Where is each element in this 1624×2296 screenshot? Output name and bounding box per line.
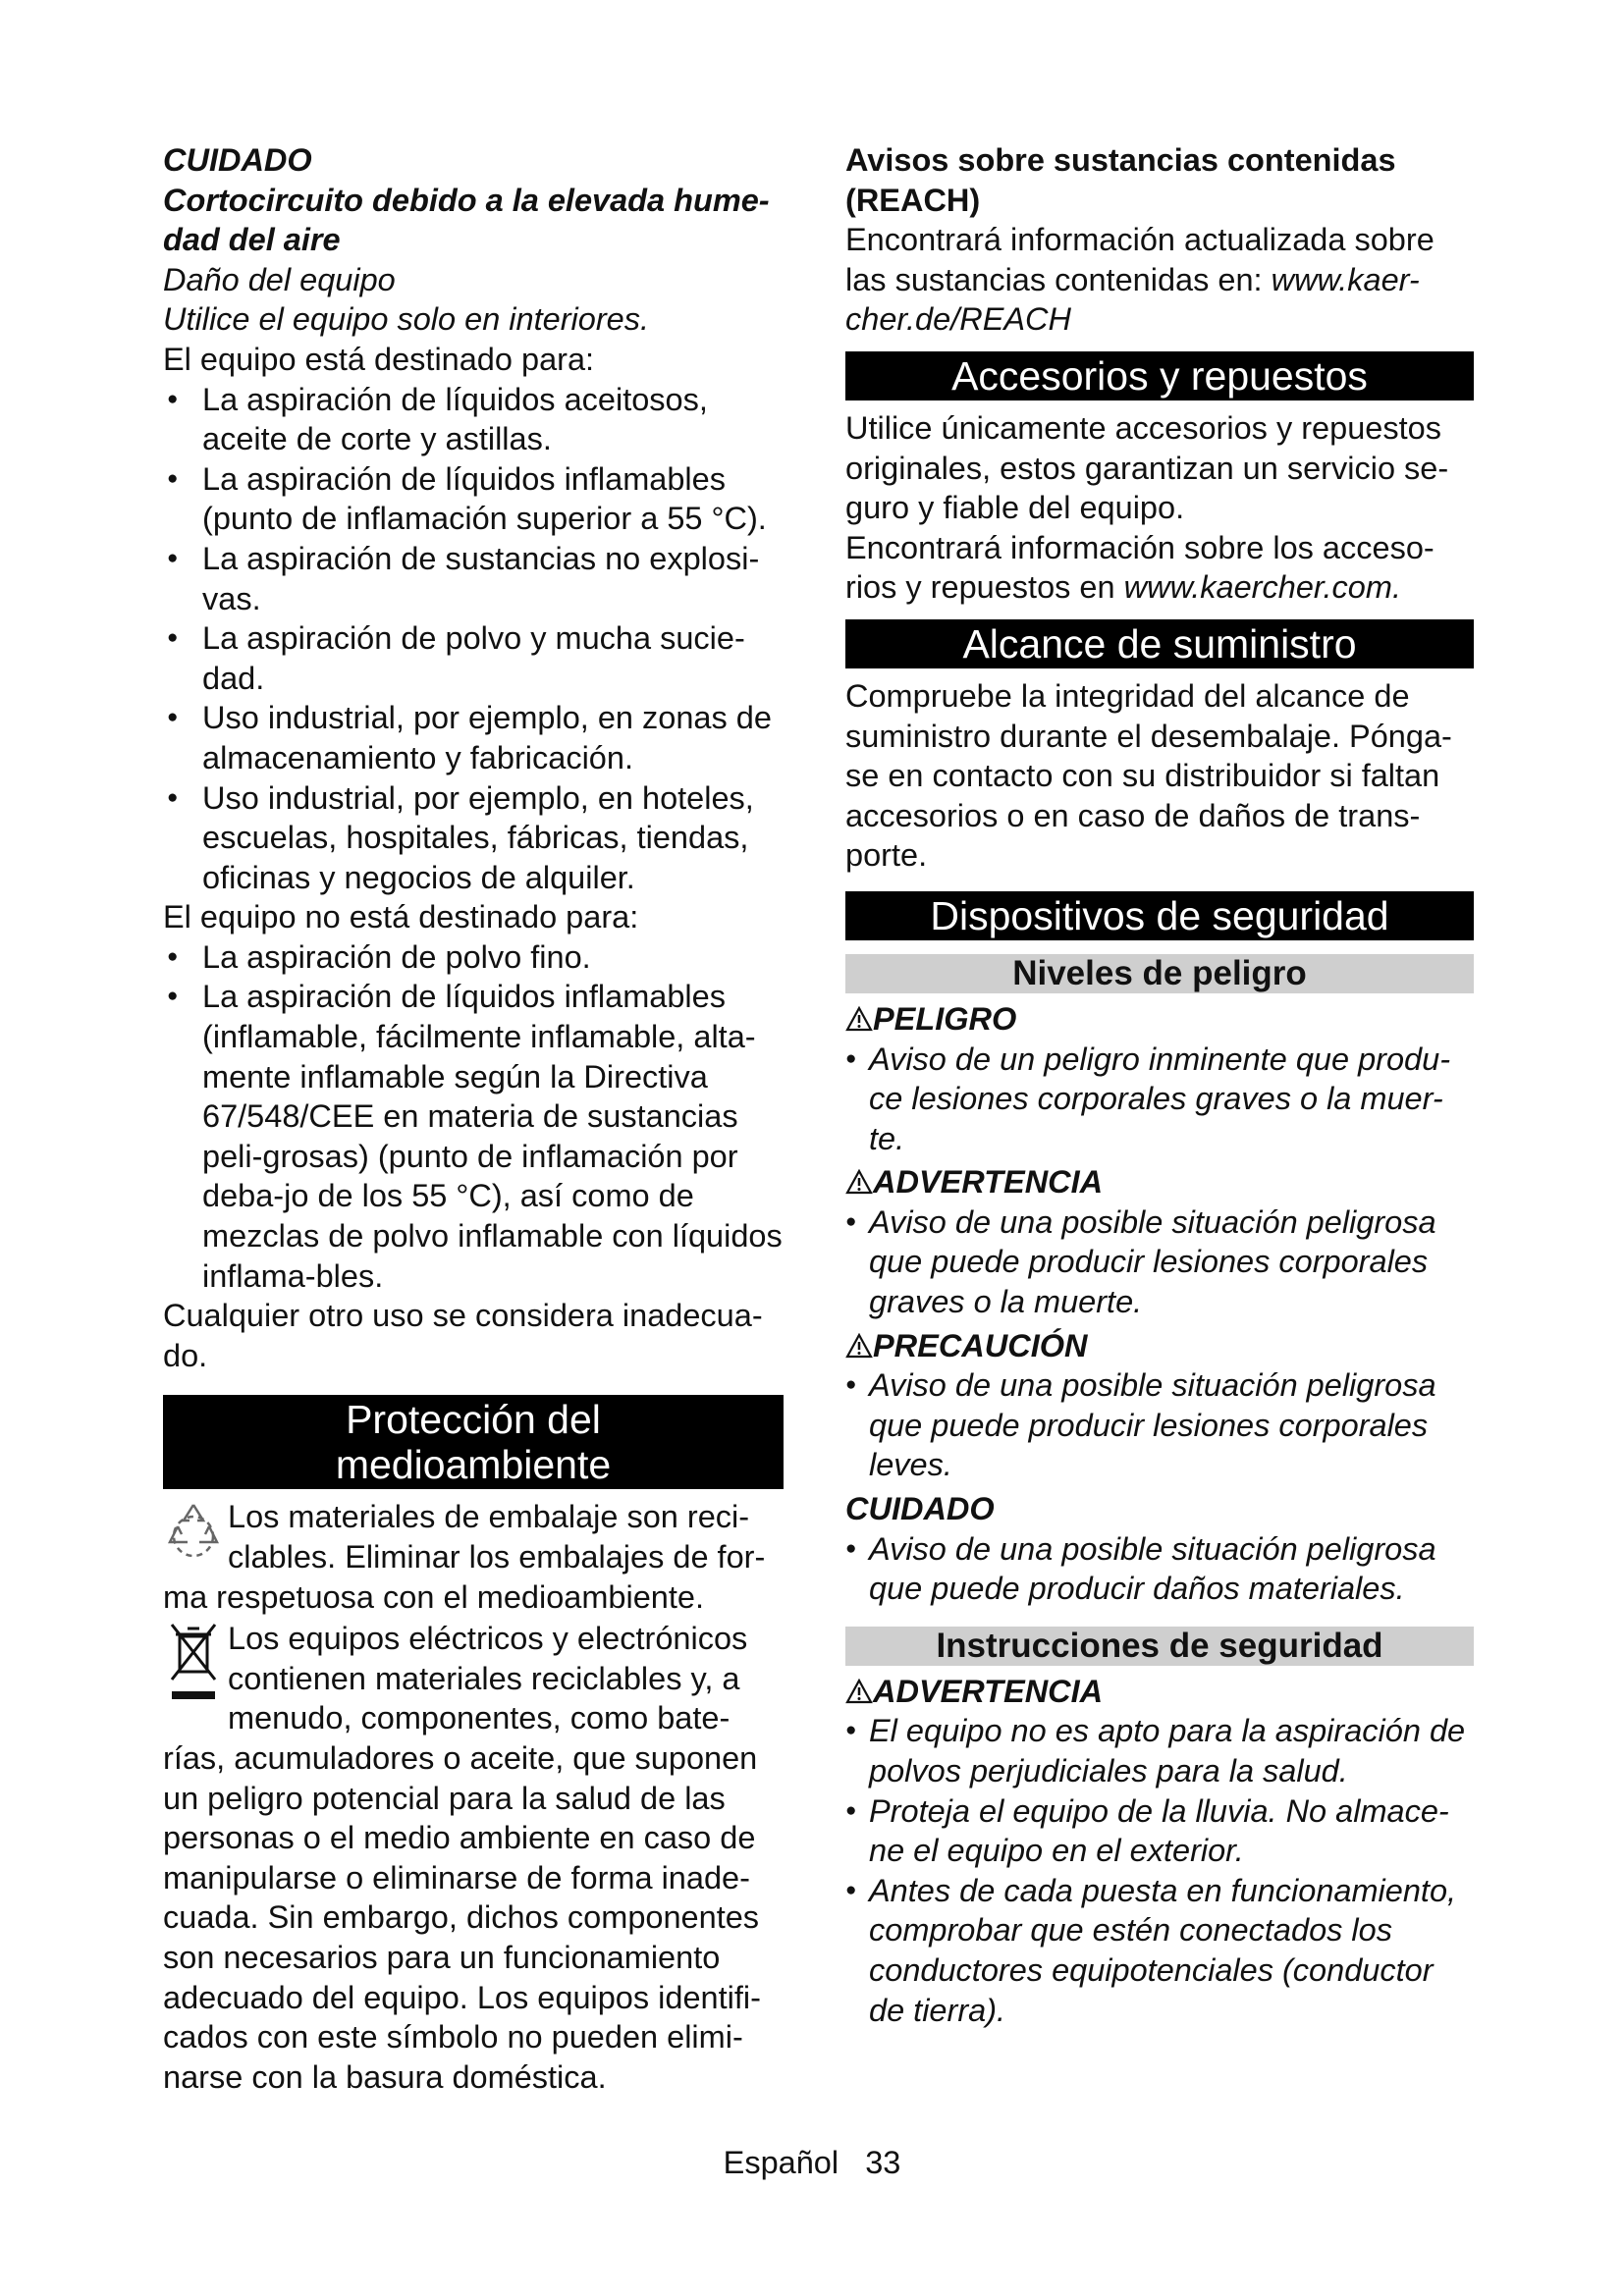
page-number: 33 — [865, 2145, 901, 2180]
list-item: ● Aviso de un peligro inminente que produ-ce lesiones corporales graves o la muer-te. — [845, 1040, 1474, 1159]
list-item: ● La aspiración de polvo fino. — [163, 937, 784, 978]
list-item: ● Uso industrial, por ejemplo, en hoteles, escuelas, hospitales, fábricas, tiendas, oficinas y negocios de alquiler. — [163, 778, 784, 898]
scope-text: Compruebe la integridad del alcance de suministro durante el desembalaje. Pónga-se en contacto con su distribuidor si faltan accesorios o en caso de daños de trans-porte. — [845, 677, 1452, 874]
list-item: ● La aspiración de polvo y mucha sucie-dad. — [163, 618, 784, 698]
right-column — [845, 140, 1474, 2030]
warning-label: ADVERTENCIA — [873, 1164, 1104, 1201]
accessories-text: Utilice únicamente accesorios y repuestos originales, estos garantizan un servicio se-guro y fiable del equipo. — [845, 409, 1449, 526]
list-item: ● La aspiración de líquidos aceitosos, aceite de corte y astillas. — [163, 380, 784, 459]
danger-levels-banner: Niveles de peligro — [845, 954, 1474, 993]
list-item: ● La aspiración de líquidos inflamables (punto de inflamación superior a 55 °C). — [163, 459, 784, 539]
environment-banner-line1: Protección del — [346, 1397, 601, 1443]
intended-intro: El equipo está destinado para: — [163, 341, 595, 377]
scope-banner: Alcance de suministro — [845, 619, 1474, 668]
danger-label: PELIGRO — [873, 1000, 1017, 1037]
safety-devices-banner: Dispositivos de seguridad — [845, 891, 1474, 940]
reach-heading: Avisos sobre sustancias contenidas (REACH) — [845, 142, 1396, 218]
list-item: ● La aspiración de líquidos inflamables (inflamable, fácilmente inflamable, alta-mente inflamable según la Directiva 67/548/CEE en materia de sustancias peli-grosas) (punto de inflamación por deba-jo de los 55 °C), así como de mezclas de polvo inflamable con líquidos inflama-bles. — [163, 977, 784, 1296]
crossed-bin-icon — [163, 1619, 224, 1707]
packaging-paragraph — [163, 1497, 784, 1617]
instructions-list — [845, 1711, 1474, 2030]
danger-list — [845, 1040, 1474, 1159]
reach-text: Encontrará información actualizada sobre las sustancias contenidas en: — [845, 222, 1435, 297]
page-footer — [0, 2145, 1624, 2181]
precaution-label: PRECAUCIÓN — [873, 1327, 1088, 1363]
instructions-warning-label: ADVERTENCIA — [873, 1673, 1104, 1709]
list-item: ● El equipo no es apto para la aspiración de polvos perjudiciales para la salud. — [845, 1711, 1474, 1790]
warning-triangle-icon — [845, 1679, 873, 1704]
intended-list — [163, 380, 784, 898]
accessories-banner: Accesorios y repuestos — [845, 351, 1474, 400]
warning-triangle-icon — [845, 1169, 873, 1195]
list-item: ● Aviso de una posible situación peligrosa que puede producir daños materiales. — [845, 1529, 1474, 1609]
accessories-text-2: Encontrará información sobre los acceso-rios y repuestos en — [845, 529, 1435, 606]
list-item: ● Proteja el equipo de la lluvia. No almace-ne el equipo en el exterior. — [845, 1791, 1474, 1871]
list-item: ● Antes de cada puesta en funcionamiento, comprobar que estén conectados los conductores equipotenciales (conductor de tierra). — [845, 1871, 1474, 2030]
accessories-link-end: . — [1391, 569, 1401, 606]
list-item: ● Uso industrial, por ejemplo, en zonas de almacenamiento y fabricación. — [163, 698, 784, 777]
reach-paragraph — [845, 220, 1474, 340]
care-label: CUIDADO — [845, 1491, 995, 1527]
not-intended-intro: El equipo no está destinado para: — [163, 899, 639, 935]
caution-heading: Cortocircuito debido a la elevada hume-dad del aire — [163, 182, 770, 258]
instructions-warning-heading — [845, 1672, 1474, 1712]
reach-link[interactable]: www.kaer-cher.de/REACH — [845, 261, 1420, 338]
caution-action: Utilice el equipo solo en interiores. — [163, 301, 649, 338]
environment-banner — [163, 1395, 784, 1489]
caution-effect: Daño del equipo — [163, 261, 396, 297]
precaution-list — [845, 1365, 1474, 1485]
danger-heading — [845, 999, 1474, 1040]
footer-language: Español — [723, 2145, 839, 2180]
list-item: ● La aspiración de sustancias no explosi-vas. — [163, 539, 784, 618]
recycle-icon — [163, 1497, 224, 1566]
warning-triangle-icon — [845, 1006, 873, 1032]
caution-title: CUIDADO — [163, 142, 312, 178]
weee-paragraph — [163, 1619, 784, 2097]
warning-list — [845, 1202, 1474, 1322]
other-use-note: Cualquier otro uso se considera inadecua-do. — [163, 1298, 763, 1373]
accessories-link[interactable]: www.kaercher.com — [1123, 569, 1392, 606]
accessories-paragraph — [845, 528, 1474, 608]
list-item: ● Aviso de una posible situación peligrosa que puede producir lesiones corporales leves. — [845, 1365, 1474, 1485]
weee-text: Los equipos eléctricos y electrónicos contienen materiales reciclables y, a menudo, componentes, como bate-rías, acumuladores o aceite, que suponen un peligro potencial para la salud de las personas o el medio ambiente en caso de manipularse o eliminarse de forma inade-cuada. Sin embargo, dichos componentes son necesarios para un funcionamiento adecuado del equipo. Los equipos identifi-cados con este símbolo no pueden elimi-narse con la basura doméstica. — [163, 1621, 761, 2095]
care-list — [845, 1529, 1474, 1609]
packaging-text: Los materiales de embalaje son reci-clables. Eliminar los embalajes de for-ma respetuosa con el medioambiente. — [163, 1499, 766, 1615]
list-item: ● Aviso de una posible situación peligrosa que puede producir lesiones corporales graves o la muerte. — [845, 1202, 1474, 1322]
precaution-heading — [845, 1326, 1474, 1366]
environment-banner-line2: medioambiente — [335, 1442, 612, 1488]
safety-instructions-banner: Instrucciones de seguridad — [845, 1627, 1474, 1666]
left-column — [163, 140, 784, 2097]
warning-triangle-icon — [845, 1333, 873, 1359]
warning-heading — [845, 1162, 1474, 1202]
not-intended-list — [163, 937, 784, 1296]
